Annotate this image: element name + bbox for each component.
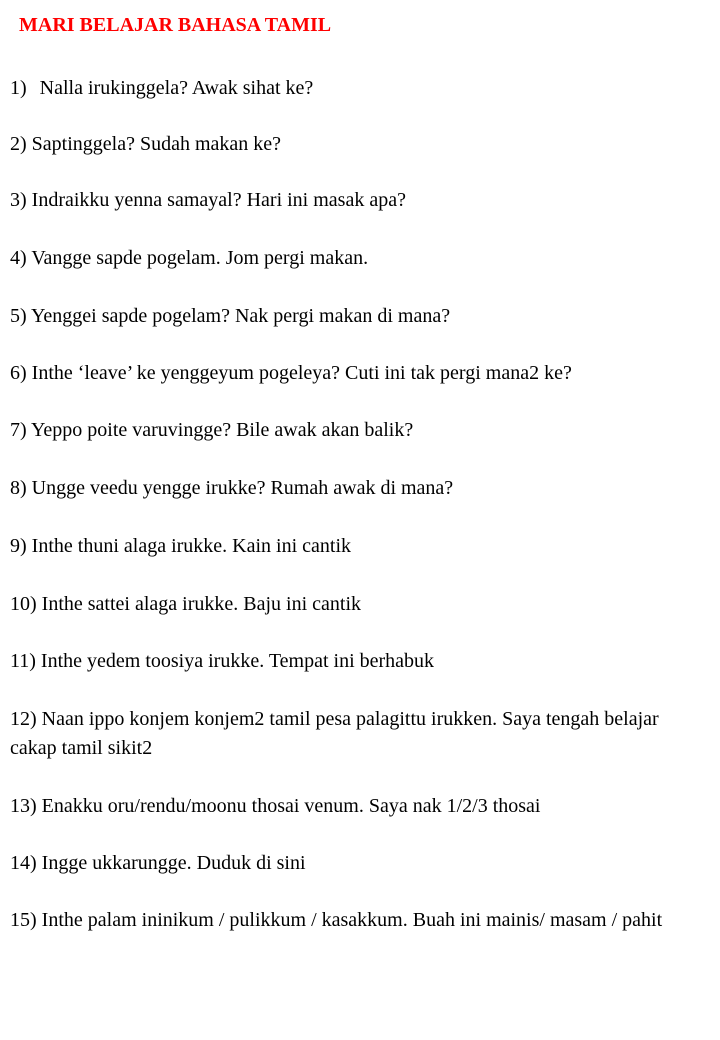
- item-text: Inthe thuni alaga irukke. Kain ini cantik: [31, 535, 352, 557]
- list-item: [10, 532, 710, 561]
- item-text: Ingge ukkarungge. Duduk di sini: [41, 852, 306, 874]
- list-item: [10, 647, 710, 676]
- item-number: 12): [10, 708, 37, 730]
- item-number: 3): [10, 189, 27, 211]
- item-number: 13): [10, 795, 37, 817]
- item-number: 5): [10, 305, 27, 327]
- item-text: Inthe ‘leave’ ke yenggeyum pogeleya? Cuti ini tak pergi mana2 ke?: [31, 362, 572, 384]
- item-text: Yenggei sapde pogelam? Nak pergi makan di mana?: [30, 305, 451, 327]
- item-number: 14): [10, 852, 37, 874]
- item-number: 1): [10, 77, 27, 99]
- list-item: [10, 906, 710, 935]
- list-item: [10, 590, 710, 619]
- list-item: [10, 130, 710, 159]
- list-item: [10, 186, 710, 215]
- list-item: [10, 792, 710, 821]
- item-text: Saptinggela? Sudah makan ke?: [31, 133, 282, 155]
- list-item: [10, 302, 710, 331]
- item-text: Naan ippo konjem konjem2 tamil pesa palagittu irukken. Saya tengah belajar cakap tamil sikit2: [10, 708, 659, 759]
- item-text: Inthe sattei alaga irukke. Baju ini cantik: [41, 593, 362, 615]
- item-number: 7): [10, 419, 27, 441]
- list-item: [10, 416, 710, 445]
- item-text: Inthe yedem toosiya irukke. Tempat ini berhabuk: [40, 650, 435, 672]
- item-number: 2): [10, 133, 27, 155]
- item-text: Indraikku yenna samayal? Hari ini masak apa?: [31, 189, 406, 211]
- item-number: 6): [10, 362, 27, 384]
- item-text: Enakku oru/rendu/moonu thosai venum. Saya nak 1/2/3 thosai: [41, 795, 541, 817]
- item-text: Vangge sapde pogelam. Jom pergi makan.: [31, 247, 369, 269]
- list-item: [10, 359, 710, 388]
- item-number: 9): [10, 535, 27, 557]
- item-text: Inthe palam ininikum / pulikkum / kasakkum. Buah ini mainis/ masam / pahit: [41, 909, 663, 931]
- list-item: [10, 474, 710, 503]
- document-title: MARI BELAJAR BAHASA TAMIL: [19, 14, 332, 36]
- item-number: 10): [10, 593, 37, 615]
- item-number: 8): [10, 477, 27, 499]
- list-item: [10, 74, 710, 103]
- item-number: 11): [10, 650, 36, 672]
- item-text: Nalla irukinggela? Awak sihat ke?: [39, 77, 314, 99]
- item-text: Yeppo poite varuvingge? Bile awak akan balik?: [30, 419, 414, 441]
- list-item: [10, 705, 710, 763]
- item-number: 4): [10, 247, 27, 269]
- item-number: 15): [10, 909, 37, 931]
- list-item: [10, 849, 710, 878]
- item-text: Ungge veedu yengge irukke? Rumah awak di mana?: [31, 477, 454, 499]
- list-item: [10, 244, 710, 273]
